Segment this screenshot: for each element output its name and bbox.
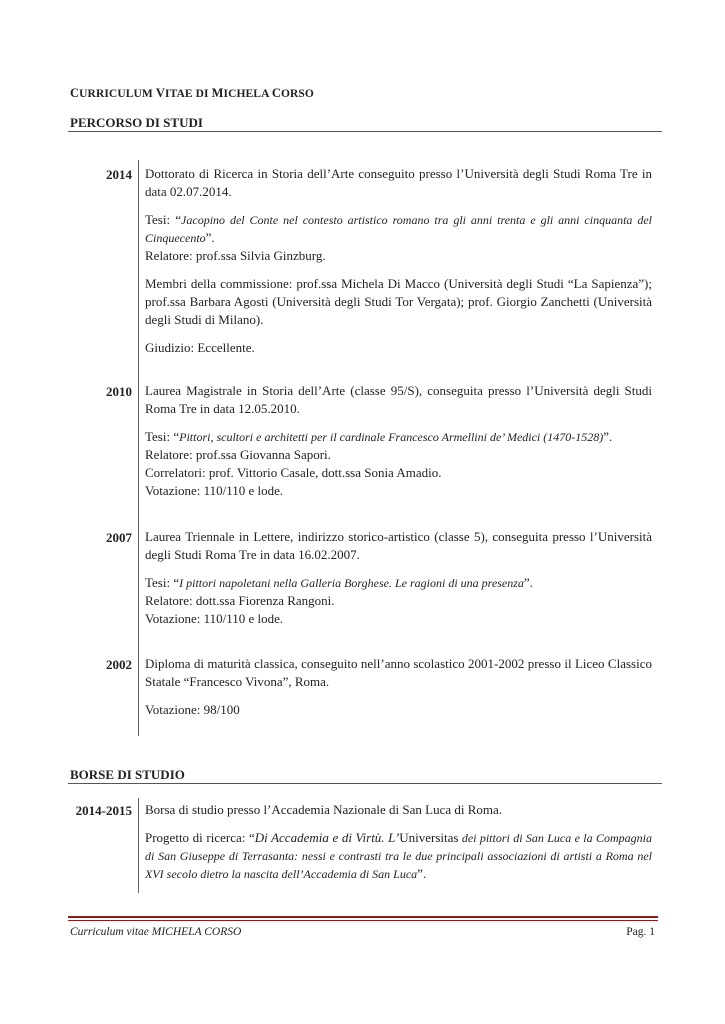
thesis-line [145, 428, 652, 446]
judgement: Giudizio: Eccellente. [145, 340, 255, 355]
timeline-line [138, 160, 139, 736]
entry-text: Dottorato di Ricerca in Storia dell’Arte conseguito presso l’Università degli Studi Roma Tre in data 02.07.2014. [145, 166, 652, 199]
entry-text: Borsa di studio presso l’Accademia Nazionale di San Luca di Roma. [145, 802, 503, 817]
thesis-prefix: Tesi: “ [145, 429, 180, 444]
footer-divider [68, 920, 658, 921]
research-project [145, 829, 652, 883]
project-prefix: Progetto di ricerca: “ [145, 830, 255, 845]
thesis-title: I pittori napoletani nella Galleria Borghese. Le ragioni di una presenza [179, 576, 524, 590]
grade: Votazione: 110/110 e lode. [145, 483, 284, 498]
grade: Votazione: 98/100 [145, 702, 240, 717]
thesis-line [145, 574, 652, 592]
entry-bachelor [145, 528, 652, 638]
section-divider [68, 783, 662, 784]
year-label: 2002 [106, 657, 132, 672]
entry-diploma [145, 655, 652, 729]
entry-text: Laurea Magistrale in Storia dell’Arte (classe 95/S), conseguita presso l’Università degli Studi Roma Tre in data 12.05.2010. [145, 383, 652, 416]
co-supervisors: Correlatori: prof. Vittorio Casale, dott.ssa Sonia Amadio. [145, 465, 442, 480]
thesis-suffix: ”. [205, 230, 215, 245]
section-heading-studies: PERCORSO DI STUDI [70, 115, 203, 130]
title-part: URRICULUM [79, 88, 156, 100]
grade: Votazione: 110/110 e lode. [145, 611, 284, 626]
year-label: 2007 [106, 530, 132, 545]
title-part: ORSO [280, 88, 314, 100]
year-label: 2010 [106, 384, 132, 399]
footer-label: Curriculum vitae MICHELA CORSO [70, 926, 242, 938]
timeline-line [138, 798, 139, 893]
title-part: ITAE DI [165, 88, 212, 100]
page-number: Pag. 1 [626, 926, 655, 938]
thesis-line [145, 211, 652, 247]
supervisor: Relatore: dott.ssa Fiorenza Rangoni. [145, 593, 335, 608]
supervisor: Relatore: prof.ssa Giovanna Sapori. [145, 447, 331, 462]
thesis-suffix: ”. [603, 429, 613, 444]
thesis-prefix: Tesi: “ [145, 575, 180, 590]
section-divider [68, 131, 662, 132]
project-suffix: ”. [417, 866, 427, 881]
thesis-prefix: Tesi: “ [145, 212, 182, 227]
title-part: V [155, 86, 165, 100]
entry-text: Diploma di maturità classica, conseguito nell’anno scolastico 2001-2002 presso il Liceo Classico Statale “Francesco Vivona”, Roma. [145, 656, 652, 689]
committee: Membri della commissione: prof.ssa Michela Di Macco (Università degli Studi “La Sapienza”); prof.ssa Barbara Agosti (Università degli Studi Tor Vergata); prof. Giorgio Zanchetti (Università degli Studi di Milano). [145, 276, 652, 327]
title-part: C [271, 86, 281, 100]
project-title-part: Universitas [399, 830, 459, 845]
year-label: 2014-2015 [75, 803, 132, 818]
title-part: M [211, 86, 224, 100]
project-title-part: Di Accademia e di Virtù. L’ [254, 830, 400, 845]
title-part: C [70, 86, 80, 100]
supervisor: Relatore: prof.ssa Silvia Ginzburg. [145, 248, 326, 263]
entry-phd [145, 165, 652, 367]
entry-master [145, 382, 652, 510]
footer-divider [68, 916, 658, 918]
thesis-title: Pittori, scultori e architetti per il cardinale Francesco Armellini de’ Medici (1470-1528) [179, 430, 604, 444]
section-heading-grants: BORSE DI STUDIO [70, 767, 185, 782]
project-title-part: dei pittori di San Luca e la Compagnia di San Giuseppe di Terrasanta: nessi e contrasti tra le due principali associazioni di artisti a Roma nel XVI secolo dietro la nascita dell’Accademia di San Luca [145, 831, 652, 881]
title-part: ICHELA [223, 88, 272, 100]
entry-grant [145, 801, 652, 893]
document-title [70, 86, 314, 101]
thesis-suffix: ”. [523, 575, 533, 590]
year-label: 2014 [106, 167, 132, 182]
thesis-title: Jacopino del Conte nel contesto artistico romano tra gli anni trenta e gli anni cinquanta del Cinquecento [145, 213, 653, 245]
entry-text: Laurea Triennale in Lettere, indirizzo storico-artistico (classe 5), conseguita presso l’Università degli Studi Roma Tre in data 16.02.2007. [145, 529, 652, 562]
